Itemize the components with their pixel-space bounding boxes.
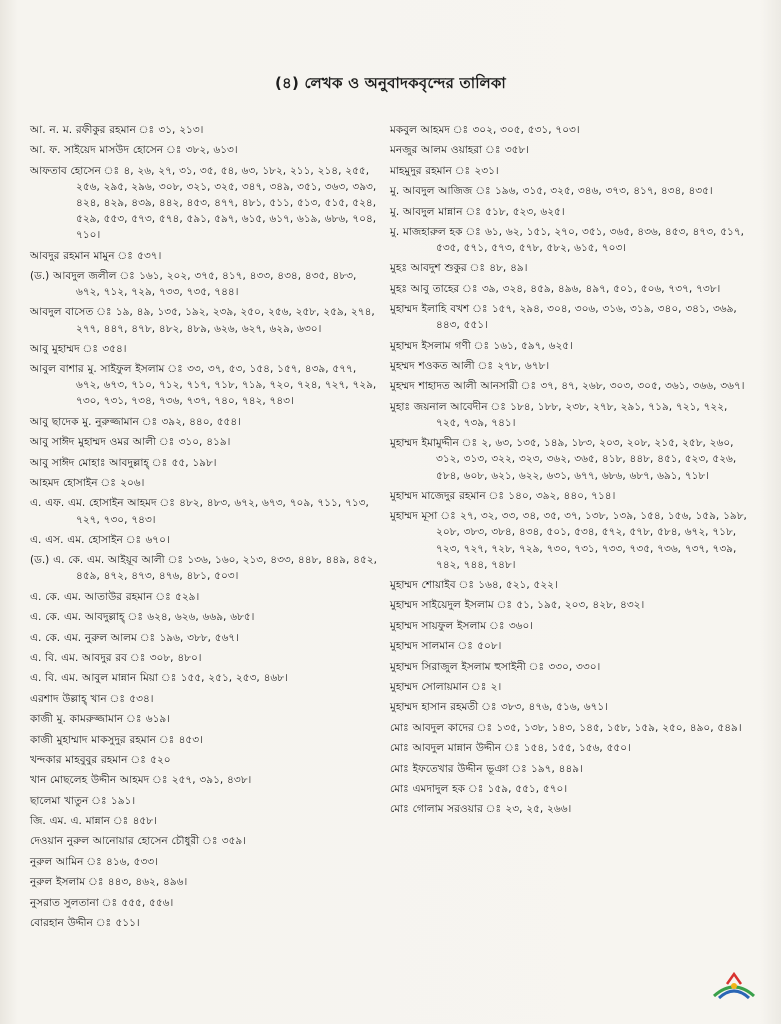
author-entry: খান মোছলেহ উদ্দীন আহমদ ঃ ২৫৭, ৩৯১, ৪৩৮। (30, 774, 252, 787)
page-title: (৪) লেখক ও অনুবাদকবৃন্দের তালিকা (275, 74, 506, 92)
author-entry: (ড.) আবদুল জলীল ঃ ১৬১, ২০২, ৩৭৫, ৪১৭, ৪৩৩, ৪৩৪, ৪৩৫, ৪৮৩, ৬৭২, ৭১২, ৭২৯, ৭৩৩, ৭৩৫, ৭৪৪। (30, 269, 357, 299)
author-entry: মুহঃ আবু তাহের ঃ ৩৯, ৩২৪, ৪৫৯, ৪৯৬, ৪৯৭, ৫০১, ৫০৬, ৭৩৭, ৭৩৮। (390, 282, 721, 295)
author-entry: আবুল বাশার মু. সাইফুল ইসলাম ঃ ৩৩, ৩৭, ৫৩, ১৫৪, ১৫৭, ৪৩৯, ৫৭৭, ৬৭২, ৬৭৩, ৭১০, ৭১২, ৭১৭, ৭১৮, ৭১৯, ৭২০, ৭২৪, ৭২৭, ৭২৯, ৭৩০, ৭৩১, ৭৩৪, ৭৩৬, ৭৩৭, ৭৪০, ৭৪২, ৭৪৩। (30, 363, 377, 408)
publisher-logo-icon (712, 968, 756, 1002)
author-entry: মুহাম্মদ হাসান রহমতী ঃ ৩৮৩, ৪৭৬, ৫১৬, ৬৭১। (390, 701, 609, 714)
author-entry: মাহমুদুর রহমান ঃ ২৩১। (390, 164, 499, 177)
author-entry: মুহাম্মদ সোলায়মান ঃ ২। (390, 680, 502, 693)
author-entry: মু. মাজহারুল হক ঃ ৬১, ৬২, ১৫১, ২৭০, ৩৫১, ৩৬৫, ৪৩৬, ৪৫৩, ৪৭৩, ৫১৭, ৫৩৫, ৫৭১, ৫৭৩, ৫৭৮, ৫৮২, ৬১৫, ৭০৩। (390, 225, 744, 255)
author-entry: আবু সাঈদ মোহাঃ আবদুল্লাহ্‌ ঃ ৫৫, ১৯৮। (30, 456, 217, 469)
logo-yellow-dot (731, 983, 737, 989)
author-entry: মুহাম্মদ ইমামুদ্দীন ঃ ২, ৬৩, ১৩৫, ১৪৯, ১৮৩, ২০৩, ২০৮, ২১৫, ২৫৮, ২৬০, ৩১২, ৩১৩, ৩২২, ৩২৩, ৩৬২, ৩৬৫, ৪১৮, ৪৪৮, ৪৫১, ৫২৩, ৫২৬, ৫৮৪, ৬০৮, ৬২১, ৬২২, ৬৩১, ৬৭৭, ৬৮৬, ৬৮৭, ৬৯১, ৭১৮। (390, 437, 737, 482)
author-entry: নুরুল আমিন ঃ ৪১৬, ৫৩৩। (30, 855, 158, 868)
author-entry: এ. বি. এম. আবুল মান্নান মিয়া ঃ ১৫৫, ২৫১, ২৫৩, ৪৬৮। (30, 672, 288, 685)
logo-blue-arc (719, 991, 749, 998)
author-entry: এ. বি. এম. আবদুর রব ঃ ৩০৮, ৪৮০। (30, 651, 202, 664)
author-entry: এ. এস. এম. হোসাইন ঃ ৬৭০। (30, 533, 170, 546)
author-entry: বোরহান উদ্দীন ঃ ৫১১। (30, 917, 140, 930)
author-entry: মুহাঃ জয়নাল আবেদীন ঃ ১৮৪, ১৮৮, ২৩৮, ২৭৮, ২৯১, ৭১৯, ৭২১, ৭২২, ৭২৫, ৭৩৯, ৭৪১। (390, 400, 728, 429)
author-entry: নুসরাত সুলতানা ঃ ৫৫৫, ৫৫৬। (30, 896, 174, 909)
author-entry: আবদুল বাসেত ঃ ১৯, ৪৯, ১৩৫, ১৯২, ২৩৯, ২৫০, ২৫৬, ২৫৮, ২৫৯, ২৭৪, ২৭৭, ৪৪৭, ৪৭৮, ৪৮২, ৪৮৯, ৬২৬, ৬২৭, ৬২৯, ৬৩০। (30, 306, 375, 335)
author-entry: মোঃ আবদুল কাদের ঃ ১৩৫, ১৩৮, ১৪৩, ১৪৫, ১৫৮, ১৫৯, ২৫০, ৪৯০, ৫৪৯। (390, 721, 742, 734)
author-entry: মু. আবদুল আজিজ ঃ ১৯৬, ৩১৫, ৩২৫, ৩৪৬, ৩৭৩, ৪১৭, ৪৩৪, ৪৩৫। (390, 185, 713, 198)
author-entry: কাজী মু. কামরুজ্জামান ঃ ৬১৯। (30, 713, 170, 726)
author-entry: মোঃ গোলাম সরওয়ার ঃ ২৩, ২৫, ২৬৬। (390, 803, 572, 816)
author-entry: মুহাম্মদ সিরাজুল ইসলাম হুসাইনী ঃ ৩৩০, ৩৩০। (390, 660, 601, 673)
author-entry: এ. কে. এম. আতাউর রহমান ঃ ৫২৯। (30, 590, 200, 603)
author-entry: আবদুর রহমান মামুন ঃ ৫৩৭। (30, 249, 162, 262)
author-entry: আ. ফ. সাইয়েদ মাসউদ হোসেন ঃ ৩৮২, ৬১৩। (30, 144, 238, 157)
author-entry: এ. কে. এম. আবদুল্লাহ্‌ ঃ ৬২৪, ৬২৬, ৬৬৯, ৬৮৫। (30, 611, 255, 624)
logo-red-peak (727, 974, 741, 984)
author-entry: মু. আবদুল মান্নান ঃ ৫১৮, ৫২৩, ৬২৫। (390, 205, 565, 218)
author-entry: দেওয়ান নুরুল আনোয়ার হোসেন চৌধুরী ঃ ৩৫৯। (30, 835, 247, 848)
author-entry: মনজুর আলম ওয়াহরা ঃ ৩৫৮। (390, 144, 530, 157)
author-entry: কাজী মুহাম্মাদ মাকসুদুর রহমান ঃ ৪৫৩। (30, 733, 203, 746)
author-entry: মুহাম্মদ সায়ফুল ইসলাম ঃ ৩৬০। (390, 619, 534, 632)
author-entry: আবু ছাদেক মু. নুরুজ্জামান ঃ ৩৯২, ৪৪০, ৫৫৪। (30, 415, 241, 428)
author-entry: মকবুল আহমদ ঃ ৩০২, ৩০৫, ৫৩১, ৭০৩। (390, 124, 580, 136)
author-entry: নুরুল ইসলাম ঃ ৪৪৩, ৪৬২, ৪৯৬। (30, 876, 188, 889)
author-entry: আহমদ হোসাইন ঃ ২০৬। (30, 477, 145, 490)
author-entry: (ড.) এ. কে. এম. আইয়ূব আলী ঃ ১৩৬, ১৬০, ২১৩, ৪৩৩, ৪৪৮, ৪৪৯, ৪৫২, ৪৫৯, ৪৭২, ৪৭৩, ৪৭৬, ৪৮১, ৫০৩। (30, 554, 377, 583)
author-entry: মুহাম্মদ মাজেদুর রহমান ঃ ১৪০, ৩৯২, ৪৪০, ৭১৪। (390, 489, 616, 502)
author-entry: মুহম্মদ শাহাদত আলী আনসারী ঃ ৩৭, ৪৭, ২৬৮, ৩০৩, ৩০৫, ৩৬১, ৩৬৬, ৩৬৭। (390, 380, 745, 393)
author-entry: মুহঃ আবদুশ শুকুর ঃ ৪৮, ৪৯। (390, 262, 528, 275)
author-entry: মুহাম্মদ ইসলাম গণী ঃ ১৬১, ৫৯৭, ৬২৫। (390, 339, 573, 352)
author-entry: আবু মুহাম্মদ ঃ ৩৫৪। (30, 342, 127, 355)
author-entry: আবু সাঈদ মুহাম্মদ ওমর আলী ঃ ৩১০, ৪১৯। (30, 436, 231, 449)
author-entry: মুহম্মদ শওকত আলী ঃ ২৭৮, ৬৭৮। (390, 360, 550, 373)
author-entry: আফতাব হোসেন ঃ ৪, ২৬, ২৭, ৩১, ৩৫, ৫৪, ৬৩, ১৮২, ২১১, ২১৪, ২৫৫, ২৫৬, ২৯৫, ২৯৬, ৩০৮, ৩২১, ৩২৫, ৩৪৭, ৩৪৯, ৩৫১, ৩৬৩, ৩৯৩, ৪২৪, ৪২৯, ৪৩৯, ৪৪২, ৪৫৩, ৪৭৭, ৪৮১, ৫১১, ৫১৩, ৫১৫, ৫২৪, ৫২৯, ৫৫৩, ৫৭৩, ৫৭৪, ৫৯১, ৫৯৭, ৬১৫, ৬১৭, ৬১৯, ৬৮৬, ৭০৪, ৭১০। (30, 164, 377, 242)
author-entry: এ. কে. এম. নুরুল আলম ঃ ১৯৬, ৩৮৮, ৫৬৭। (30, 631, 239, 644)
author-entry: মুহাম্মদ মূসা ঃ ২৭, ৩২, ৩৩, ৩৪, ৩৫, ৩৭, ১৩৮, ১৩৯, ১৫৪, ১৫৬, ১৫৯, ১৯৮, ২০৮, ৩৮৩, ৩৮৪, ৪৩৪, ৫০১, ৫৩৪, ৫৭২, ৫৭৮, ৫৮৪, ৬৭২, ৭১৮, ৭২৩, ৭২৭, ৭২৮, ৭২৯, ৭৩০, ৭৩১, ৭৩৩, ৭৩৫, ৭৩৬, ৭৩৭, ৭৩৯, ৭৪২, ৭৪৪, ৭৪৮। (390, 510, 747, 571)
author-entry: মোঃ এমদাদুল হক ঃ ১৫৯, ৫৫১, ৫৭০। (390, 782, 568, 795)
author-entry: মোঃ আবদুল মান্নান উদ্দীন ঃ ১৫৪, ১৫৫, ১৫৬, ৫৫০। (390, 742, 631, 755)
author-entry: জি. এম. এ. মান্নান ঃ ৪৫৮। (30, 815, 157, 828)
author-entry: আ. ন. ম. রফীকুর রহমান ঃ ৩১, ২১৩। (30, 124, 204, 136)
right-column (390, 122, 755, 822)
left-column (30, 122, 382, 935)
author-entry: ছালেমা খাতুন ঃ ১৯১। (30, 794, 136, 807)
author-entry: এ. এফ. এম. হোসাইন আহমদ ঃ ৪৮২, ৪৮৩, ৬৭২, ৬৭৩, ৭০৯, ৭১১, ৭১৩, ৭২৭, ৭৩০, ৭৪৩। (30, 497, 369, 526)
author-entry: মুহাম্মদ সালমান ঃ ৫০৮। (390, 640, 502, 653)
author-entry: খন্দকার মাহবুবুর রহমান ঃ ৫২০ (30, 753, 171, 766)
author-entry: মোঃ ইফতেখার উদ্দীন ভূঞা ঃ ১৯৭, ৪৪৯। (390, 762, 583, 775)
author-entry: এরশাদ উল্লাহ্‌ খান ঃ ৫৩৪। (30, 692, 154, 705)
author-entry: মুহাম্মদ ইলাহি বখশ ঃ ১৫৭, ২৯৪, ৩০৪, ৩০৬, ৩১৬, ৩১৯, ৩৪০, ৩৪১, ৩৬৯, ৪৪৩, ৫৫১। (390, 303, 737, 332)
author-entry: মুহাম্মদ সাইয়েদুল ইসলাম ঃ ৫১, ১৯৫, ২০৩, ৪২৮, ৪৩২। (390, 599, 645, 612)
author-entry: মুহাম্মদ শোয়াইব ঃ ১৬৪, ৫২১, ৫২২। (390, 579, 558, 591)
